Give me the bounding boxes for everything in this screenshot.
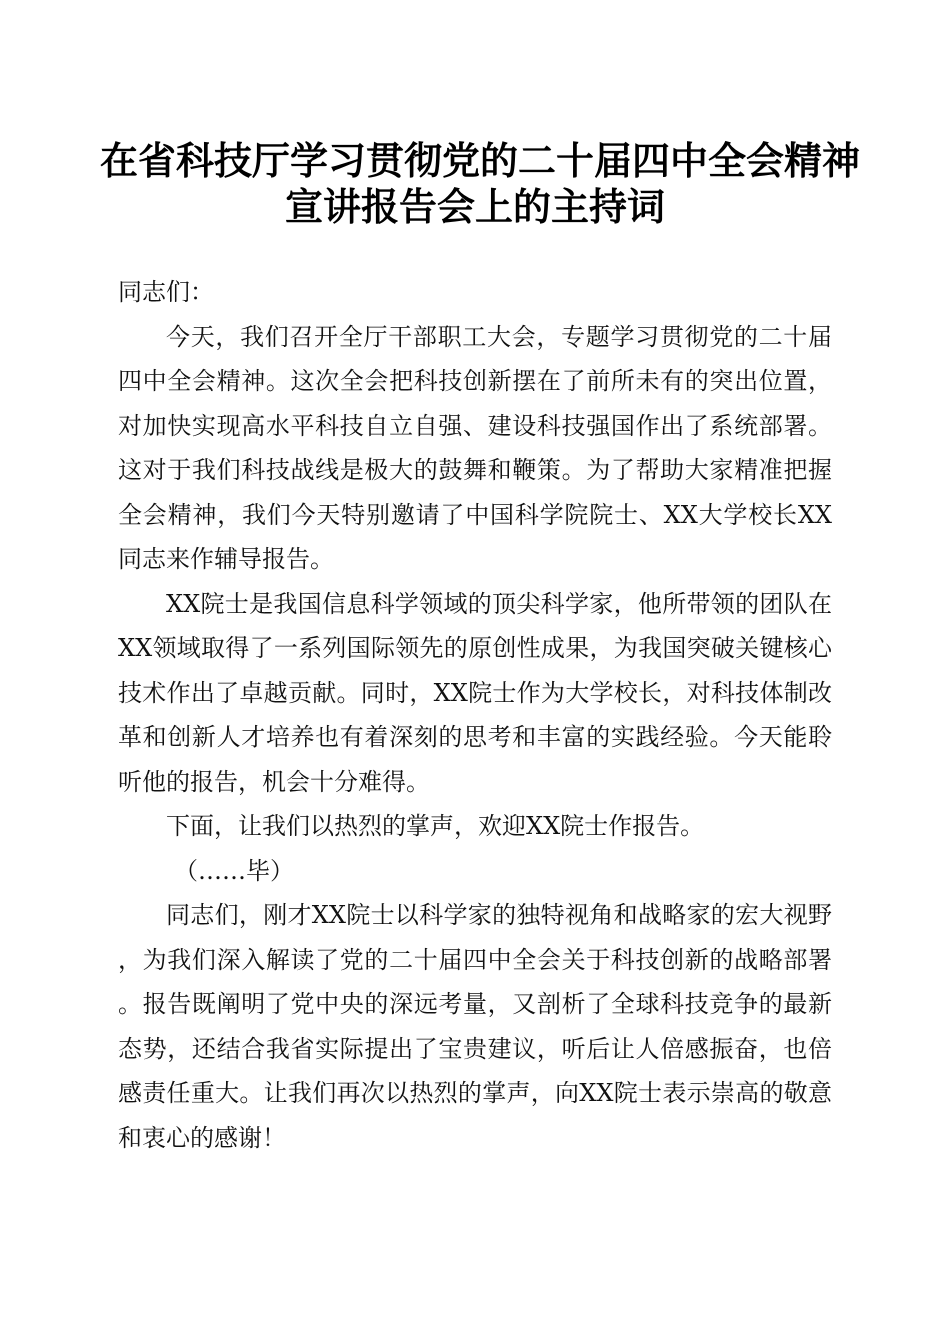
paragraph-opening: 今天，我们召开全厅干部职工大会，专题学习贯彻党的二十届四中全会精神。这次全会把科技创新摆在了前所未有的突出位置，对加快实现高水平科技自立自强、建设科技强国作出了系统部署。这对于我们科技战线是极大的鼓舞和鞭策。为了帮助大家精准把握全会精神，我们今天特别邀请了中国科学院院士、XX大学校长XX同志来作辅导报告。 xyxy=(118,322,832,573)
paragraph-closing: 同志们，刚才XX院士以科学家的独特视角和战略家的宏大视野，为我们深入解读了党的二十届四中全会关于科技创新的战略部署。报告既阐明了党中央的深远考量，又剖析了全球科技竞争的最新态势，还结合我省实际提出了宝贵建议，听后让人倍感振奋，也倍感责任重大。让我们再次以热烈的掌声，向XX院士表示崇高的敬意和衷心的感谢！ xyxy=(118,901,832,1152)
document-title-line-2: 宣讲报告会上的主持词 xyxy=(284,184,665,229)
document-title-line-1: 在省科技厅学习贯彻党的二十届四中全会精神 xyxy=(100,138,861,183)
salutation: 同志们： xyxy=(118,278,214,306)
interlude-note: （……毕） xyxy=(174,856,294,885)
paragraph-welcome: 下面，让我们以热烈的掌声，欢迎XX院士作报告。 xyxy=(166,812,705,840)
paragraph-speaker-intro: XX院士是我国信息科学领域的顶尖科学家，他所带领的团队在XX领域取得了一系列国际领先的原创性成果，为我国突破关键核心技术作出了卓越贡献。同时，XX院士作为大学校长，对科技体制改革和创新人才培养也有着深刻的思考和丰富的实践经验。今天能聆听他的报告，机会十分难得。 xyxy=(118,589,832,796)
document-body xyxy=(118,270,832,1160)
